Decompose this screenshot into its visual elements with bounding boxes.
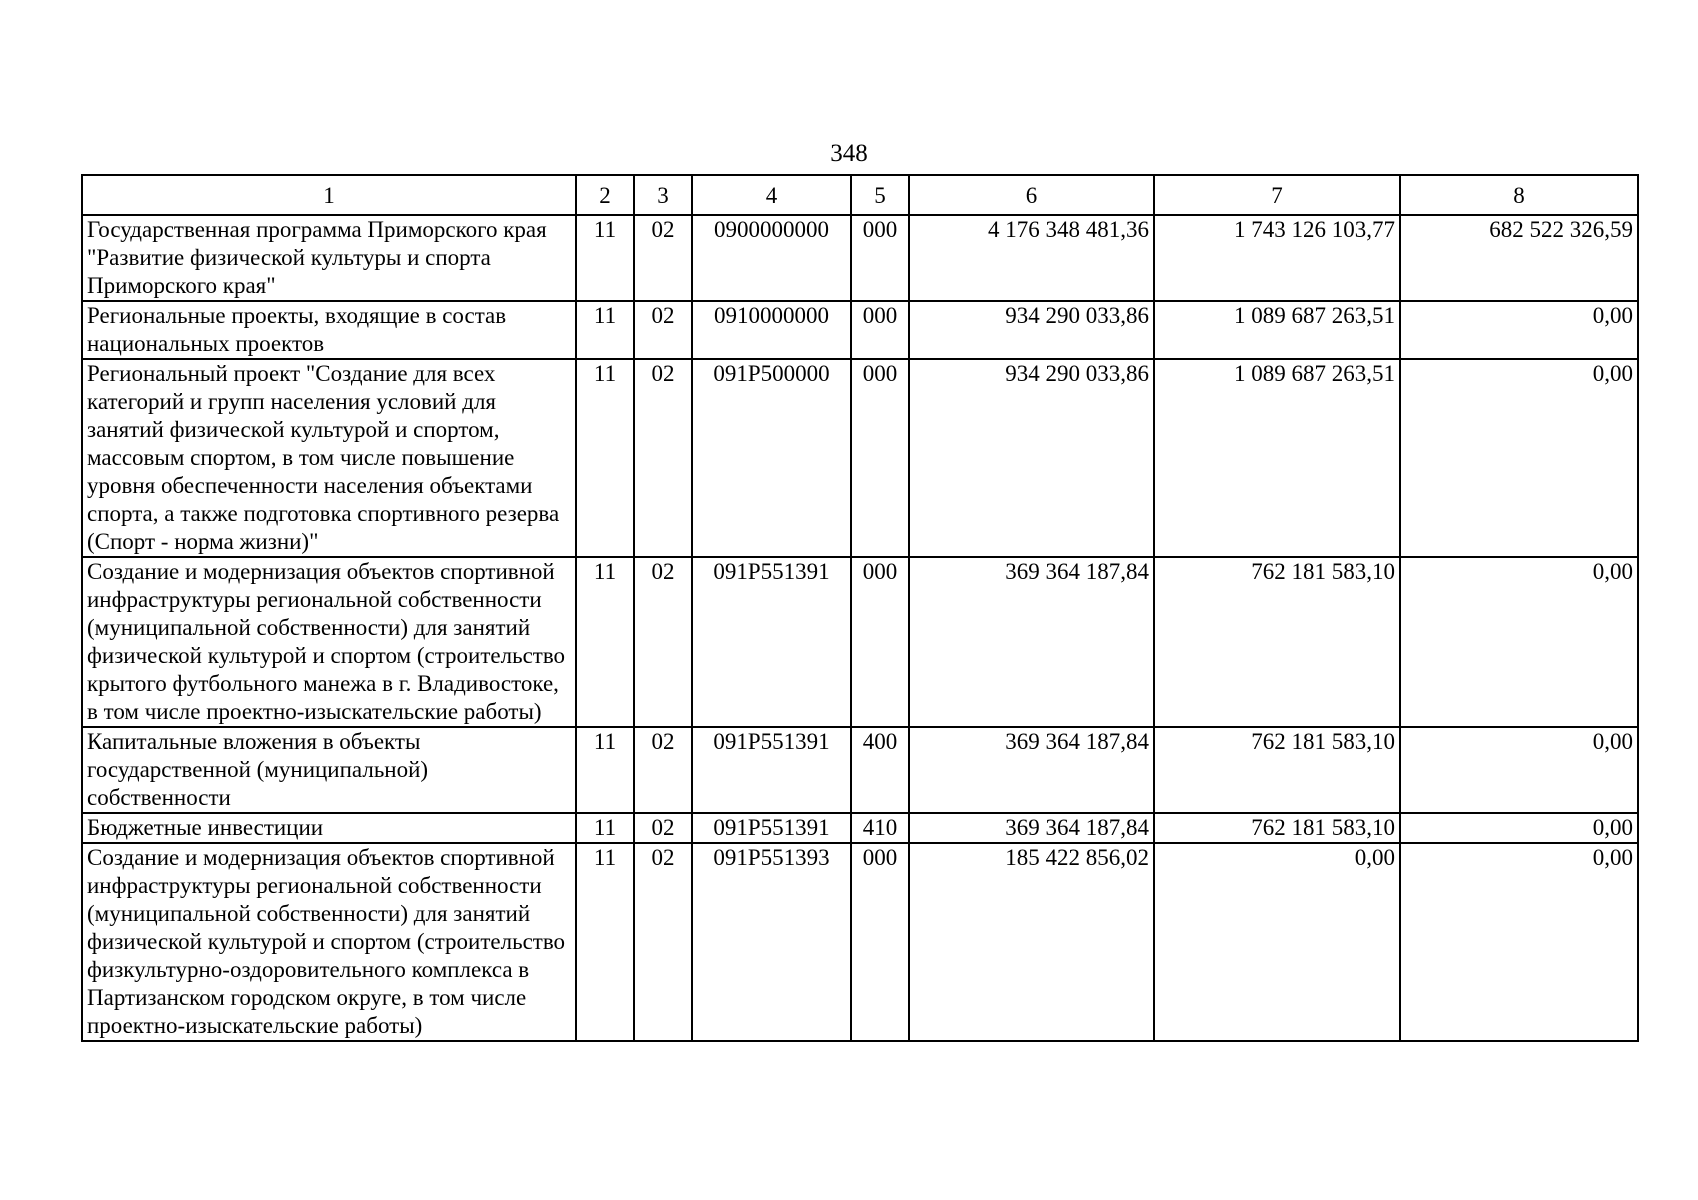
- column-header: 6: [909, 175, 1154, 215]
- column-header: 7: [1154, 175, 1400, 215]
- target-article-code: 091P551391: [692, 813, 851, 843]
- subsection-code: 02: [634, 813, 692, 843]
- table-row: [82, 727, 1638, 813]
- header-row: [82, 175, 1638, 215]
- target-article-code: 0900000000: [692, 215, 851, 301]
- section-code: 11: [576, 215, 634, 301]
- expense-type-code: 000: [851, 557, 909, 727]
- amount-col8: 0,00: [1400, 301, 1638, 359]
- table-row: [82, 359, 1638, 557]
- column-header: 1: [82, 175, 576, 215]
- expense-type-code: 400: [851, 727, 909, 813]
- amount-col8: 0,00: [1400, 843, 1638, 1041]
- row-name: Капитальные вложения в объекты государственной (муниципальной) собственности: [82, 727, 576, 813]
- amount-col8: 682 522 326,59: [1400, 215, 1638, 301]
- amount-col6: 369 364 187,84: [909, 557, 1154, 727]
- expense-type-code: 000: [851, 301, 909, 359]
- table-row: [82, 301, 1638, 359]
- target-article-code: 0910000000: [692, 301, 851, 359]
- amount-col7: 762 181 583,10: [1154, 727, 1400, 813]
- section-code: 11: [576, 301, 634, 359]
- amount-col8: 0,00: [1400, 359, 1638, 557]
- subsection-code: 02: [634, 557, 692, 727]
- expense-type-code: 000: [851, 843, 909, 1041]
- target-article-code: 091P551391: [692, 727, 851, 813]
- subsection-code: 02: [634, 727, 692, 813]
- column-header: 8: [1400, 175, 1638, 215]
- budget-table: [81, 174, 1639, 1042]
- amount-col6: 934 290 033,86: [909, 301, 1154, 359]
- column-header: 2: [576, 175, 634, 215]
- section-code: 11: [576, 557, 634, 727]
- subsection-code: 02: [634, 301, 692, 359]
- amount-col7: 0,00: [1154, 843, 1400, 1041]
- amount-col7: 762 181 583,10: [1154, 557, 1400, 727]
- table-row: [82, 843, 1638, 1041]
- section-code: 11: [576, 843, 634, 1041]
- amount-col6: 4 176 348 481,36: [909, 215, 1154, 301]
- target-article-code: 091P551391: [692, 557, 851, 727]
- amount-col6: 369 364 187,84: [909, 727, 1154, 813]
- subsection-code: 02: [634, 215, 692, 301]
- amount-col7: 1 089 687 263,51: [1154, 301, 1400, 359]
- expense-type-code: 000: [851, 215, 909, 301]
- section-code: 11: [576, 727, 634, 813]
- expense-type-code: 000: [851, 359, 909, 557]
- section-code: 11: [576, 813, 634, 843]
- amount-col6: 185 422 856,02: [909, 843, 1154, 1041]
- target-article-code: 091P551393: [692, 843, 851, 1041]
- row-name: Государственная программа Приморского края "Развитие физической культуры и спорта Приморского края": [82, 215, 576, 301]
- amount-col7: 1 089 687 263,51: [1154, 359, 1400, 557]
- subsection-code: 02: [634, 843, 692, 1041]
- column-header: 3: [634, 175, 692, 215]
- section-code: 11: [576, 359, 634, 557]
- table-row: [82, 813, 1638, 843]
- row-name: Создание и модернизация объектов спортивной инфраструктуры региональной собственности (муниципальной собственности) для занятий физической культурой и спортом (строительство физкультурно-оздоровительного комплекса в Партизанском городском округе, в том числе проектно-изыскательские работы): [82, 843, 576, 1041]
- amount-col7: 762 181 583,10: [1154, 813, 1400, 843]
- column-header: 4: [692, 175, 851, 215]
- amount-col6: 369 364 187,84: [909, 813, 1154, 843]
- page-number: 348: [830, 140, 868, 167]
- table-row: [82, 215, 1638, 301]
- amount-col6: 934 290 033,86: [909, 359, 1154, 557]
- amount-col8: 0,00: [1400, 557, 1638, 727]
- row-name: Бюджетные инвестиции: [82, 813, 576, 843]
- column-header: 5: [851, 175, 909, 215]
- amount-col8: 0,00: [1400, 727, 1638, 813]
- table-row: [82, 557, 1638, 727]
- row-name: Создание и модернизация объектов спортивной инфраструктуры региональной собственности (муниципальной собственности) для занятий физической культурой и спортом (строительство крытого футбольного манежа в г. Владивостоке, в том числе проектно-изыскательские работы): [82, 557, 576, 727]
- row-name: Региональные проекты, входящие в состав национальных проектов: [82, 301, 576, 359]
- amount-col8: 0,00: [1400, 813, 1638, 843]
- row-name: Региональный проект "Создание для всех категорий и групп населения условий для занятий физической культурой и спортом, массовым спортом, в том числе повышение уровня обеспеченности населения объектами спорта, а также подготовка спортивного резерва (Спорт - норма жизни)": [82, 359, 576, 557]
- expense-type-code: 410: [851, 813, 909, 843]
- amount-col7: 1 743 126 103,77: [1154, 215, 1400, 301]
- target-article-code: 091P500000: [692, 359, 851, 557]
- subsection-code: 02: [634, 359, 692, 557]
